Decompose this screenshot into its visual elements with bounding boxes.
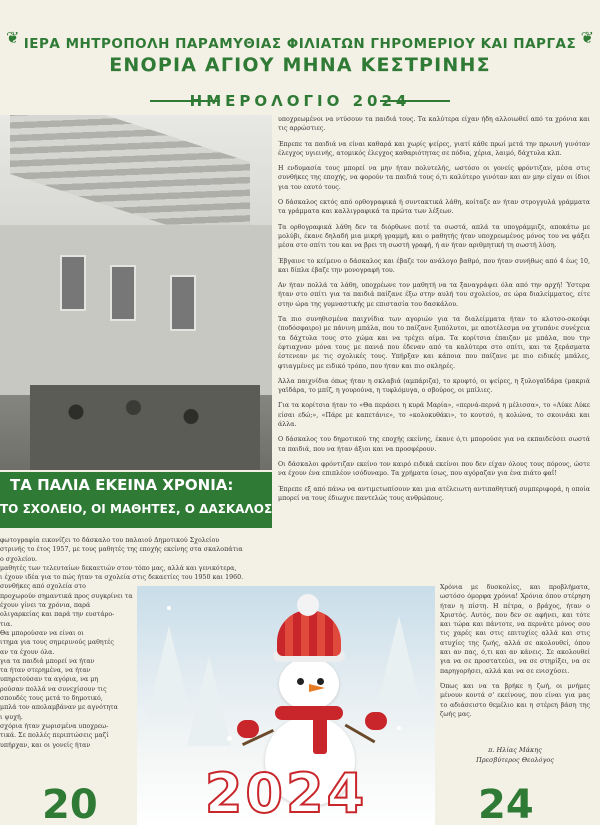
paragraph: υποχρεωμένοι να ντύσουν τα παιδιά τους. Τα καλύτερα είχαν ήδη αλλοιωθεί από τα χρόνια και τις αρρώστιες. bbox=[278, 116, 590, 133]
article-title: ΤΑ ΠΑΛΙΑ ΕΚΕΙΝΑ ΧΡΟΝΙΑ: bbox=[10, 476, 234, 494]
text-line: υπηρετούσαν τα αγόρια, να μη bbox=[0, 676, 99, 684]
mitten-icon bbox=[237, 720, 259, 738]
author-signature bbox=[440, 745, 590, 765]
article-closing-column bbox=[440, 583, 590, 725]
page-number-right: 24 bbox=[478, 782, 534, 825]
calendar-heading: ΗΜΕΡΟΛΟΓΙΟ 2024 bbox=[189, 92, 411, 110]
author-name: π. Ηλίας Μάκης bbox=[488, 746, 542, 754]
paragraph: Έπρεπε εξ από πάνω να αντιμετωπίσουν και μια ατέλειωτη αντιπαθητική συμπεριφορά, η οποία μπορεί να τους έδιωχνε παντελώς τους ανθρώπους. bbox=[278, 485, 590, 502]
ornament-left-icon: ❦ bbox=[6, 28, 20, 47]
text-line: τικά. Σε πολλές περιπτώσεις μαζί bbox=[0, 732, 109, 740]
text-line: συνθήκες από σχολεία στο bbox=[0, 583, 86, 591]
snowflake-icon bbox=[227, 736, 232, 741]
text-line: μπλά τον απολαμβάναν με αγνότητα bbox=[0, 704, 118, 712]
carrot-nose-icon bbox=[309, 684, 325, 692]
paragraph: Ο δάσκαλος του δημοτικού της εποχής εκείνης, έκανε ό,τι μπορούσε για να εκπαιδεύσει σωστά τα παιδιά, που να ήταν άξιοι και να προσφέρουν. bbox=[278, 436, 590, 453]
text-line: φωτογραφία εικονίζει το δάσκαλο του παλαιού Δημοτικού Σχολείου bbox=[0, 537, 220, 544]
text-line: ι ψυχή. bbox=[0, 713, 23, 721]
paragraph: Για τα κορίτσια ήταν το «Θα περάσει η κυρά Μαρία», «περνά-περνά η μέλισσα», το «Λύκε Λύκε είσαι εδώ;», «Πάρε με καπετάνιε», το «κολοκυθάκι», το κουτσό, η κολώνα, το σκοινάκι και άλλα. bbox=[278, 402, 590, 429]
scarf-tail bbox=[313, 714, 327, 754]
article-right-column bbox=[278, 115, 590, 509]
snowman-eye bbox=[297, 678, 304, 685]
paragraph: Έβγαινε το κείμενο ο δάσκαλος και έβαζε τον ανάλογο βαθμό, που ήταν συνήθως από 4 έως 10, και δίπλα έβαζε την μονογραφή του. bbox=[278, 257, 590, 274]
paragraph: Τα ορθογραφικά λάθη δεν τα διόρθωνε ποτέ τα σωστά, απλά τα υπογράμμιζε, αποκάτω με μολύβι, έκανε δηλαδή μια μικρή γραμμή, και ο μαθητής ήταν υποχρεωμένος μόνος του να ψάξει μέσα στο σπίτι του και να βρει τη σωστή γραφή, ή αν ήταν αριθμητική τη σωστή λύση. bbox=[278, 223, 590, 250]
text-line: υπήρχαν, και οι γονείς ήταν bbox=[0, 741, 91, 749]
snowy-tree-icon bbox=[377, 616, 421, 706]
text-line: στρινής το έτος 1957, με τους μαθητές της εποχής εκείνης στα σκαλοπάτια bbox=[0, 546, 243, 554]
snowflake-icon bbox=[397, 726, 401, 730]
window bbox=[60, 255, 86, 311]
author-title: Πρεσβύτερος Θεολόγος bbox=[476, 756, 554, 764]
scarf bbox=[275, 706, 343, 720]
paragraph: Η ενδυμασία τους μπορεί να μην ήταν πολυτελής, ωστόσο οι γονείς φρόντιζαν, μέσα στις συνθήκες της εποχής, να φορούν τα παιδιά τους ό,τι καλύτερο γινόταν και αν μην είχαν οι ίδιοι για τον εαυτό τους. bbox=[278, 165, 590, 191]
paragraph: Όπως και να τα βρήκε η ζωή, οι μνήμες μένουν κοντά σ' εκείνους, που είναι για μας το αδιάσειστο θεμέλιο και η στέρεη βάση της ζωής μας. bbox=[440, 682, 590, 718]
text-line: Θα μπορούσαν να είναι οι bbox=[0, 629, 84, 637]
ornament-right-icon: ❦ bbox=[580, 28, 594, 47]
article-subtitle: ΤΟ ΣΧΟΛΕΙΟ, ΟΙ ΜΑΘΗΤΕΣ, Ο ΔΑΣΚΑΛΟΣ bbox=[0, 502, 273, 516]
calendar-year: 2024 bbox=[204, 762, 368, 825]
text-line: αν τα έχουν όλα. bbox=[0, 648, 55, 656]
paragraph: Τα πιο συνηθισμένα παιχνίδια των αγοριών για τα διαλείμματα ήταν το κλοτσο-σκούφι (ποδόσφαιρο) με πάνινη μπάλα, που το παίζανε ξυπόλυτοι, με αποτέλεσμα να χτυπάνε συνέχεια τα δάχτυλα τους στο χώμα και να τρέχει αίμα. Τα κορίτσια έπαιζαν με μπάλα, που την έφτιαχναν μόνα τους με πανιά που έδεναν από τα καλύτερα στο σπίτι, και τα ξεράσματα έστενεαν με τις σχολικές τους. Υπήρξαν και κάποια που παίζανε με πιο ειδικές μπάλες, φτιαγμένες με ειδικό τρόπο, που ήταν και πιο σκληρές. bbox=[278, 316, 590, 370]
paragraph: Οι δάσκαλοι φρόντιζαν εκείνο τον καιρό ειδικά εκείνοι που δεν είχαν όλους τους πόρους, ώστε να έχουν ένα επιπλέον ισόδυναμο. Τα χρήματα ίσως, που αγόραζαν για ένα πιάτο φαΐ! bbox=[278, 460, 590, 478]
text-line: ι έχουν ιδέα για το πώς ήταν τα σχολεία στις δεκαετίες του 1950 και 1960. bbox=[0, 574, 244, 582]
text-line: έχουν γίνει τα χρόνια, παρά bbox=[0, 602, 91, 610]
text-line: μαθητές των τελευταίων δεκαετιών στον τόπο μας, αλλά και γενικότερα, bbox=[0, 564, 237, 572]
students-group bbox=[30, 385, 260, 470]
mitten-icon bbox=[365, 712, 387, 730]
hat-pompom bbox=[297, 594, 319, 616]
metropolis-heading: ΙΕΡΑ ΜΗΤΡΟΠΟΛΗ ΠΑΡΑΜΥΘΙΑΣ ΦΙΛΙΑΤΩΝ ΓΗΡΟΜΕΡΙΟΥ ΚΑΙ ΠΑΡΓΑΣ bbox=[23, 36, 577, 52]
text-line: για τα παιδιά μπορεί να ήταν bbox=[0, 657, 95, 665]
text-line: σπουδές τους μετά το δημοτικό, bbox=[0, 695, 103, 703]
text-line: ολιγαρκείας και παρά την ευστάρο- bbox=[0, 611, 115, 619]
window bbox=[110, 265, 136, 321]
snowy-tree-icon bbox=[147, 626, 191, 716]
text-line: τα ήταν στερημένα, να ήταν bbox=[0, 667, 91, 675]
text-line: ιτημα για τους σημερινούς μαθητές bbox=[0, 639, 114, 647]
school-wall bbox=[0, 225, 272, 395]
text-line: ρούσαν πολλά να συνεχίσουν τις bbox=[0, 685, 107, 693]
snowy-tree-icon bbox=[187, 656, 231, 746]
paragraph: Έπρεπε τα παιδιά να είναι καθαρά και χωρίς ψείρες, γιατί κάθε πρωί μετά την πρωινή γινόταν έλεγχος υγιεινής, ατομικός έλεγχος καθαριότητας σε πόδια, χέρια, λαιμό, δάχτυλα κλπ. bbox=[278, 140, 590, 157]
text-line: τια. bbox=[0, 620, 13, 628]
page-number-left: 20 bbox=[42, 782, 98, 825]
paragraph: Ο δάσκαλος εκτός από ορθογραφικά ή συντακτικά λάθη, κοίταζε αν ήταν στρογγυλά γράμματα τα γράμματα και καλλιγραφικά τα πρώτα των λέξεων. bbox=[278, 199, 590, 216]
school-photograph bbox=[0, 115, 272, 470]
text-line: σχόρια ήταν χωρισμένα υποχρεω- bbox=[0, 722, 109, 730]
paragraph: Αν ήταν πολλά τα λάθη, υποχρέωνε τον μαθητή να τα ξαναγράψει όλα από την αρχή! Ύστερα ήταν στο σπίτι για τα παιδιά παίζανε έξω στην αυλή του σχολείου, σε ώρα διαλείμματος, είτε στην ώρα της γυμναστικής με επιστασία του δασκάλου. bbox=[278, 282, 590, 308]
text-line: προχωρούν σημαντικά προς συγκρίνει τα bbox=[0, 592, 133, 600]
snowflake-icon bbox=[167, 606, 171, 610]
text-line: ο σχολείου. bbox=[0, 555, 38, 563]
paragraph: Άλλα παιχνίδια όπως ήταν η σκλαβιά (αμπάριζα), το κρυφτό, οι ψείρες, η ξυλογαϊδάρα (μακριά γαϊδάρα, το μπίζ, η γουρούνα, η τυφλόμυγα, ο σβούρος, οι μπίλιες. bbox=[278, 377, 590, 395]
parish-heading: ΕΝΟΡΙΑ ΑΓΙΟΥ ΜΗΝΑ ΚΕΣΤΡΙΝΗΣ bbox=[109, 54, 491, 76]
paragraph: Χρόνια με δυσκολίες, και προβλήματα, ωστόσο όμορφα χρόνια! Χρόνια όπου στέρηση ήταν η πίστη. Η πέτρα, ο βράχος, ήταν ο Χριστός. Αυτός, που δεν σε αφήνει, και τότε και τώρα και πάντοτε, να περνάτε μόνος σου τις χαρές και στις επιτυχίες αλλά και στις ατυχίες της ζωής, αλλά σε ακολουθεί, όπου και αν πας, ό,τι και αν κάνεις. Σε ακολουθεί για να σε προστατεύει, να σε στηρίξει, να σε παρηγορήσει, αλλά και να σε ενισχύσει. bbox=[440, 584, 590, 675]
winter-calendar-image bbox=[137, 586, 435, 825]
window bbox=[170, 275, 196, 331]
knit-hat-icon bbox=[277, 610, 341, 656]
